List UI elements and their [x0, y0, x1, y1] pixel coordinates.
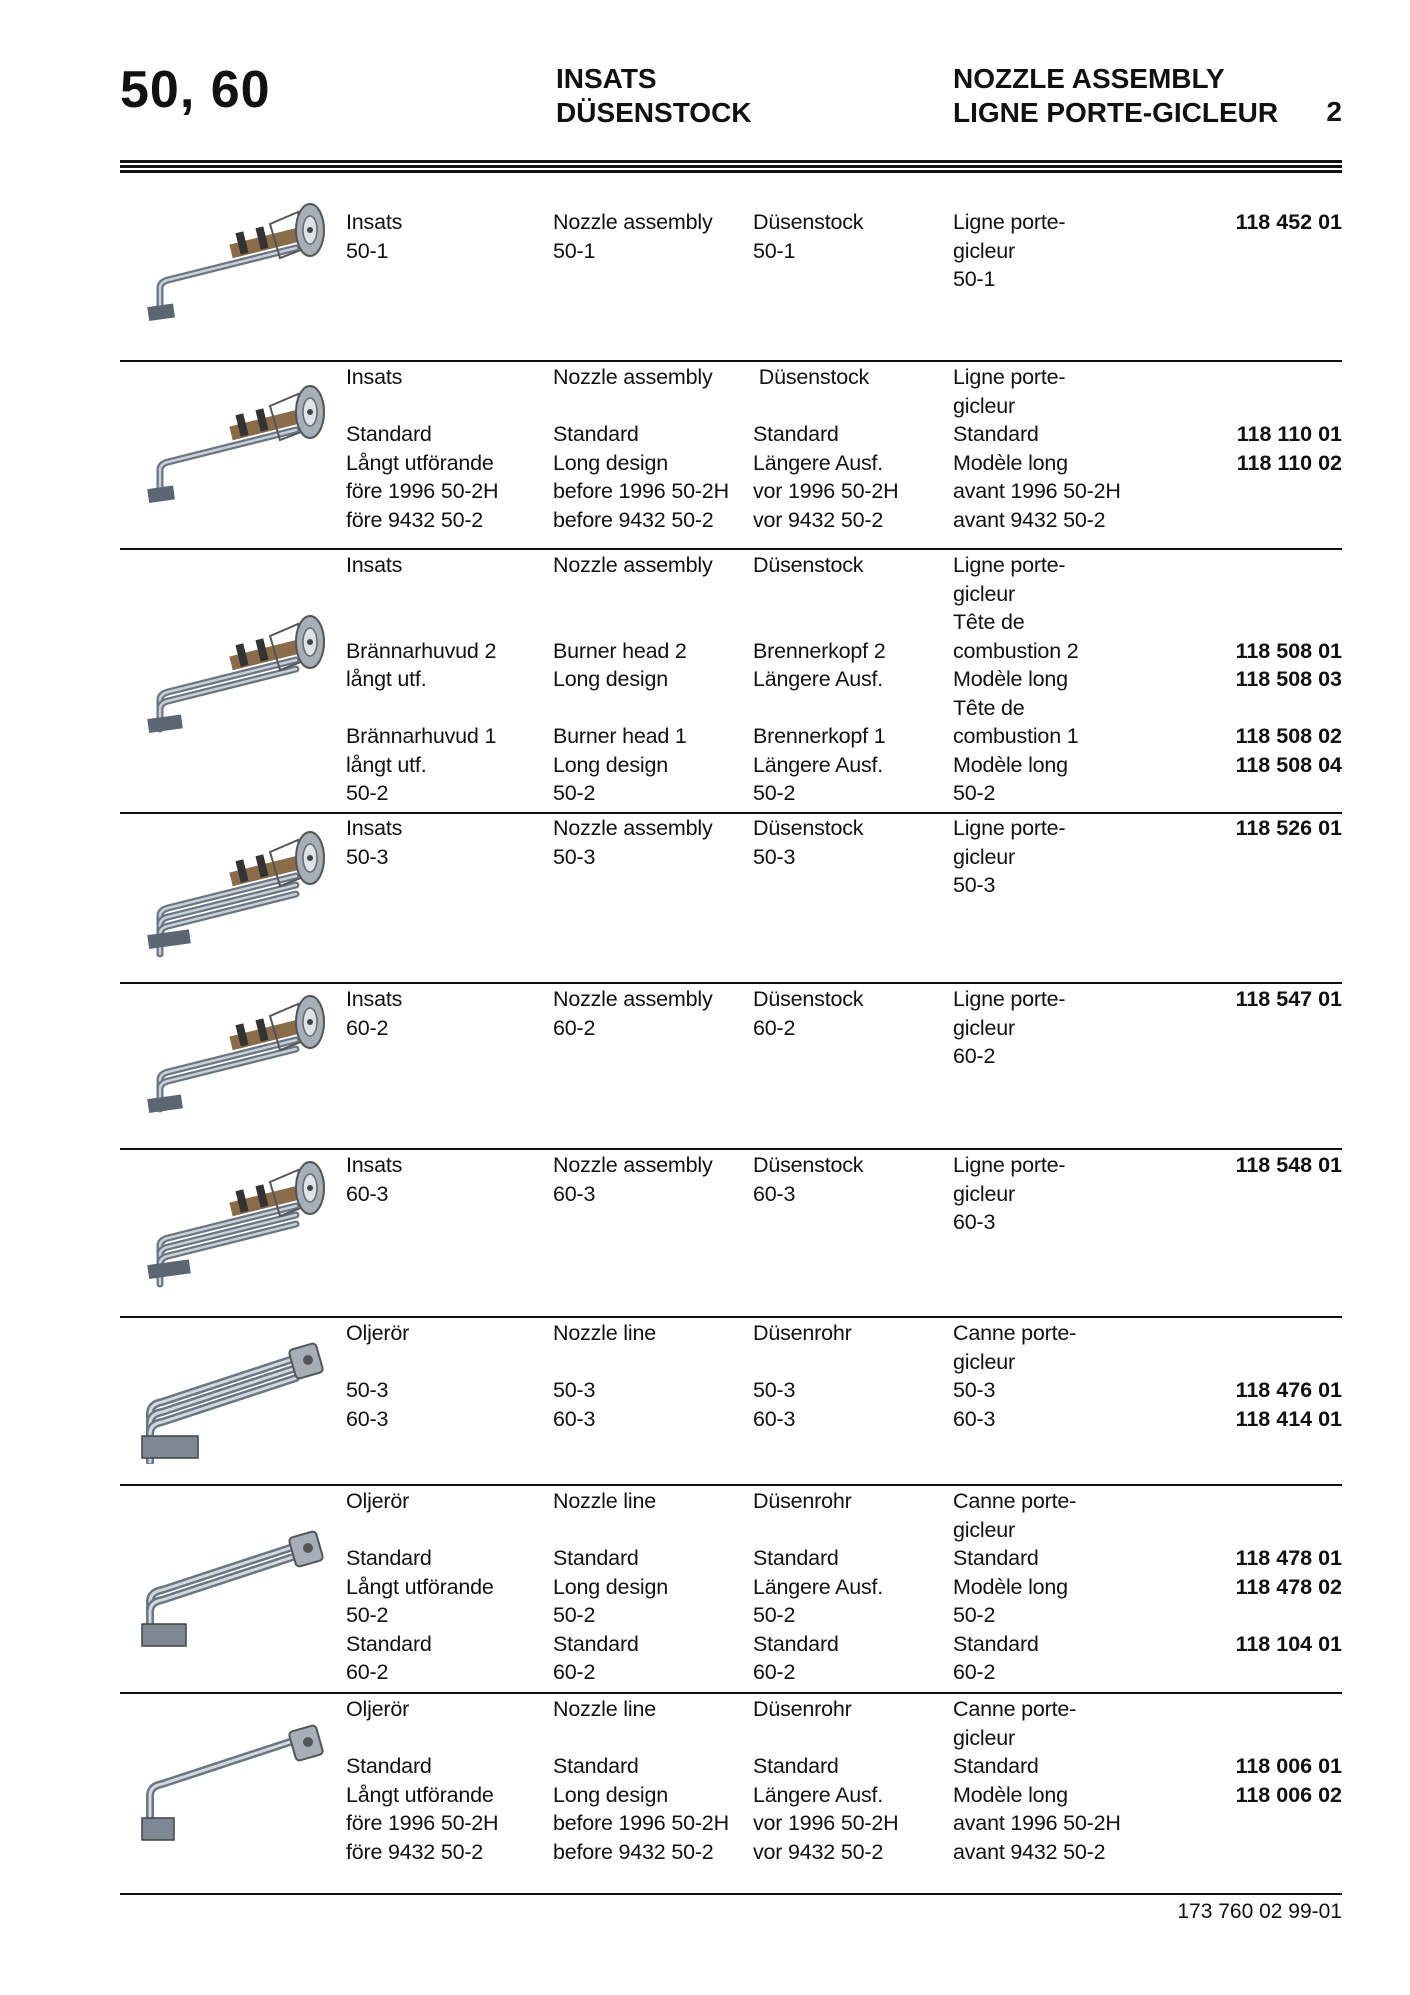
french-text [953, 551, 1078, 808]
text-line: 50-2 [553, 1603, 596, 1627]
text-line: Modèle long [953, 1574, 1068, 1599]
text-line [753, 392, 898, 421]
text-line [346, 694, 496, 723]
row-separator [120, 360, 1342, 362]
text-line: 60-3 [953, 1210, 996, 1234]
text-line: vor 9432 50-2 [753, 507, 884, 532]
text-line: Canne porte- [953, 1489, 1077, 1513]
german-text [753, 363, 898, 534]
english-text [553, 1151, 713, 1208]
text-line: Modèle long [953, 752, 1068, 777]
text-line: gicleur [953, 393, 1015, 418]
text-line: 60-2 [953, 1660, 996, 1684]
text-line: Burner head 2 [553, 638, 687, 663]
text-line: 60-3 [753, 1181, 796, 1206]
part-number [1236, 1724, 1342, 1753]
text-line: 60-3 [753, 1406, 796, 1431]
english-text [553, 985, 713, 1042]
text-line [346, 1516, 494, 1545]
part-number-column [1237, 363, 1342, 477]
part-number: 118 104 01 [1235, 1631, 1342, 1656]
part-number-column [1236, 985, 1342, 1014]
text-line [346, 608, 496, 637]
text-line: Längere Ausf. [753, 667, 884, 691]
text-line: Brännarhuvud 2 [346, 638, 497, 663]
row-separator [120, 1316, 1342, 1318]
text-line: Långt utförande [346, 450, 494, 475]
french-text [953, 1487, 1076, 1687]
text-line: 50-3 [346, 1378, 389, 1402]
text-line: Oljerör [346, 1697, 410, 1721]
english-text [553, 1319, 656, 1433]
text-line: Standard [346, 1546, 432, 1570]
text-line: 60-2 [346, 1660, 389, 1684]
text-line: 60-2 [346, 1015, 389, 1040]
text-line: Standard [346, 1631, 432, 1656]
german-text [753, 1487, 883, 1687]
text-line: gicleur [953, 1517, 1015, 1542]
text-line: 50-3 [953, 1378, 996, 1402]
text-line: 60-3 [346, 1406, 389, 1431]
text-line [346, 392, 498, 421]
text-line [753, 694, 885, 723]
text-line: 60-2 [753, 1660, 796, 1684]
text-line: before 1996 50-2H [553, 479, 729, 503]
german-text [753, 1151, 863, 1208]
nozzle-assembly-image [120, 196, 335, 351]
text-line: 50-2 [953, 1603, 996, 1627]
text-line: före 1996 50-2H [346, 479, 499, 503]
text-line [553, 1516, 668, 1545]
text-line [553, 694, 713, 723]
text-line: 50-1 [346, 238, 389, 263]
nozzle-line-image [120, 1324, 335, 1469]
text-line [753, 580, 885, 609]
text-line: Längere Ausf. [753, 1574, 884, 1599]
part-number [1236, 580, 1342, 609]
text-line: gicleur [953, 581, 1015, 606]
text-line: Canne porte- [953, 1321, 1077, 1345]
text-line: Oljerör [346, 1489, 410, 1513]
text-line [346, 1724, 498, 1753]
text-line: 60-2 [953, 1044, 996, 1068]
text-line: 50-2 [346, 1603, 389, 1627]
text-line [553, 1348, 656, 1377]
part-number: 118 508 04 [1235, 752, 1342, 777]
text-line: 60-3 [553, 1181, 596, 1206]
part-number [1237, 392, 1342, 421]
part-number-column [1236, 208, 1342, 237]
text-line: avant 1996 50-2H [953, 479, 1121, 503]
text-line: Insats [346, 553, 403, 577]
swedish-text [346, 208, 402, 265]
french-text [953, 208, 1065, 294]
text-line: gicleur [953, 1015, 1015, 1040]
text-line [753, 608, 885, 637]
text-line: combustion 1 [953, 724, 1079, 748]
text-line: 50-3 [953, 873, 996, 897]
text-line: 60-3 [953, 1406, 996, 1431]
text-line: Standard [753, 422, 839, 446]
part-number-column [1236, 1319, 1342, 1433]
text-line: Düsenstock [753, 553, 864, 577]
french-text [953, 1151, 1065, 1237]
text-line [553, 580, 713, 609]
document-number: 173 760 02 99-01 [1177, 1900, 1342, 1923]
text-line: Oljerör [346, 1321, 410, 1345]
text-line: Long design [553, 752, 668, 777]
text-line: Standard [953, 1754, 1039, 1778]
text-line: Long design [553, 1782, 668, 1807]
text-line: 50-2 [553, 781, 596, 805]
text-line: 60-2 [553, 1015, 596, 1040]
title-english: NOZZLE ASSEMBLY [953, 63, 1225, 94]
text-line: Brännarhuvud 1 [346, 724, 497, 748]
text-line: Standard [953, 422, 1039, 446]
french-text [953, 363, 1121, 534]
part-number: 118 110 02 [1236, 450, 1342, 475]
text-line: Insats [346, 1153, 403, 1177]
part-number: 118 478 01 [1235, 1546, 1342, 1570]
english-text [553, 363, 729, 534]
swedish-text [346, 363, 498, 534]
swedish-text [346, 1487, 494, 1687]
text-line: Nozzle line [553, 1321, 656, 1345]
english-text [553, 1487, 668, 1687]
part-number: 118 508 03 [1235, 667, 1342, 691]
text-line: Standard [753, 1546, 839, 1570]
part-number [1236, 608, 1342, 637]
nozzle-assembly-image [120, 378, 335, 533]
text-line: Insats [346, 210, 403, 234]
part-number: 118 478 02 [1235, 1574, 1342, 1599]
part-number [1236, 1695, 1342, 1724]
text-line [753, 1724, 898, 1753]
text-line: vor 1996 50-2H [753, 1811, 899, 1835]
part-number: 118 526 01 [1235, 816, 1342, 840]
text-line: Standard [753, 1754, 839, 1778]
text-line: vor 9432 50-2 [753, 1839, 884, 1864]
text-line: före 1996 50-2H [346, 1811, 499, 1835]
part-number [1236, 551, 1342, 580]
text-line: Modèle long [953, 667, 1068, 691]
text-line: Ligne porte- [953, 987, 1066, 1011]
text-line: 60-3 [553, 1406, 596, 1431]
text-line: Längere Ausf. [753, 450, 884, 475]
text-line: Canne porte- [953, 1697, 1077, 1721]
french-text [953, 985, 1065, 1071]
english-text [553, 814, 713, 871]
part-number [1237, 363, 1342, 392]
text-line: Brennerkopf 1 [753, 724, 886, 748]
text-line: Tête de [953, 610, 1025, 634]
text-line: Längere Ausf. [753, 1782, 884, 1807]
swedish-text [346, 1151, 402, 1208]
text-line: Ligne porte- [953, 1153, 1066, 1177]
part-number [1236, 1516, 1342, 1545]
text-line: before 9432 50-2 [553, 507, 714, 532]
title-french: LIGNE PORTE-GICLEUR [953, 97, 1279, 128]
text-line: 50-2 [753, 1603, 796, 1627]
german-text [753, 208, 863, 265]
text-line: 60-3 [346, 1181, 389, 1206]
text-line [553, 1724, 729, 1753]
part-number: 118 476 01 [1235, 1378, 1342, 1402]
text-line: Tête de [953, 695, 1025, 720]
text-line: Düsenstock [753, 816, 864, 840]
text-line: före 9432 50-2 [346, 507, 484, 532]
text-line: långt utf. [346, 667, 427, 691]
header-rule [120, 160, 1342, 174]
swedish-text [346, 1695, 498, 1866]
text-line [346, 1348, 409, 1377]
text-line: 50-3 [753, 1378, 796, 1402]
german-text [753, 1695, 898, 1866]
text-line: Nozzle assembly [553, 816, 713, 840]
text-line: Insats [346, 816, 403, 840]
text-line: Långt utförande [346, 1574, 494, 1599]
text-line: 50-2 [953, 781, 996, 805]
text-line: Insats [346, 365, 403, 389]
text-line [753, 1348, 852, 1377]
text-line: avant 1996 50-2H [953, 1811, 1121, 1835]
nozzle-assembly-image [120, 1154, 335, 1309]
text-line: Düsenstock [753, 1153, 864, 1177]
text-line: Nozzle assembly [553, 210, 713, 234]
part-number [1236, 1487, 1342, 1516]
row-separator [120, 1484, 1342, 1486]
text-line: 60-2 [753, 1015, 796, 1040]
text-line: 50-3 [553, 1378, 596, 1402]
text-line: 50-3 [753, 844, 796, 869]
text-line: Düsenstock [753, 210, 864, 234]
text-line: Långt utförande [346, 1782, 494, 1807]
page-number: 2 [1326, 96, 1342, 127]
text-line: Ligne porte- [953, 553, 1066, 577]
part-number: 118 547 01 [1235, 987, 1342, 1011]
part-number [1236, 1601, 1342, 1630]
title-german: DÜSENSTOCK [556, 97, 752, 128]
swedish-text [346, 1319, 409, 1433]
text-line: Düsenstock [753, 365, 870, 389]
part-number: 118 508 01 [1235, 638, 1342, 663]
french-text [953, 1695, 1121, 1866]
part-number: 118 452 01 [1235, 210, 1342, 234]
french-text [953, 1319, 1076, 1433]
text-line: avant 9432 50-2 [953, 507, 1106, 532]
french-text [953, 814, 1065, 900]
german-text [753, 985, 863, 1042]
text-line: Standard [753, 1631, 839, 1656]
text-line: 50-1 [753, 238, 796, 263]
text-line: Nozzle assembly [553, 987, 713, 1011]
text-line: Standard [553, 422, 639, 446]
part-number: 118 006 02 [1235, 1782, 1342, 1807]
part-number [1236, 1319, 1342, 1348]
part-number-column [1236, 1695, 1342, 1809]
text-line: gicleur [953, 1725, 1015, 1750]
text-line: Nozzle line [553, 1697, 656, 1721]
text-line: Long design [553, 1574, 668, 1599]
english-text [553, 208, 713, 265]
swedish-text [346, 551, 496, 808]
text-line: Düsenstock [753, 987, 864, 1011]
text-line: 50-2 [753, 781, 796, 805]
english-text [553, 551, 713, 808]
part-number: 118 110 01 [1236, 422, 1342, 446]
text-line: Standard [346, 1754, 432, 1778]
bottom-rule [120, 1893, 1342, 1895]
part-number-column [1236, 1151, 1342, 1180]
text-line: Standard [953, 1546, 1039, 1570]
text-line: Nozzle assembly [553, 1153, 713, 1177]
nozzle-assembly-image [120, 988, 335, 1143]
part-number-column [1236, 814, 1342, 843]
text-line: Ligne porte- [953, 816, 1066, 840]
text-line: 50-3 [553, 844, 596, 869]
text-line: Brennerkopf 2 [753, 638, 886, 663]
part-number [1236, 1348, 1342, 1377]
model-number: 50, 60 [120, 61, 271, 119]
part-number-column [1236, 551, 1342, 779]
text-line: combustion 2 [953, 638, 1079, 663]
nozzle-assembly-image [120, 824, 335, 979]
text-line: Ligne porte- [953, 210, 1066, 234]
nozzle-line-image [120, 1512, 335, 1657]
row-separator [120, 812, 1342, 814]
text-line: långt utf. [346, 752, 427, 777]
text-line: Standard [346, 422, 432, 446]
text-line: gicleur [953, 238, 1015, 263]
text-line: Nozzle line [553, 1489, 656, 1513]
text-line [553, 608, 713, 637]
text-line: före 9432 50-2 [346, 1839, 484, 1864]
text-line: Nozzle assembly [553, 365, 713, 389]
text-line: before 1996 50-2H [553, 1811, 729, 1835]
part-number: 118 508 02 [1235, 724, 1342, 748]
part-number: 118 006 01 [1235, 1754, 1342, 1778]
text-line: Modèle long [953, 450, 1068, 475]
english-text [553, 1695, 729, 1866]
part-number: 118 414 01 [1235, 1406, 1342, 1431]
text-line: before 9432 50-2 [553, 1839, 714, 1864]
text-line: Längere Ausf. [753, 752, 884, 777]
text-line: Burner head 1 [553, 724, 687, 748]
part-number: 118 548 01 [1235, 1153, 1342, 1177]
text-line: 60-2 [553, 1660, 596, 1684]
text-line: gicleur [953, 844, 1015, 869]
text-line: Long design [553, 450, 668, 475]
text-line: Modèle long [953, 1782, 1068, 1807]
row-separator [120, 982, 1342, 984]
german-text [753, 551, 885, 808]
text-line: gicleur [953, 1349, 1015, 1374]
swedish-text [346, 814, 402, 871]
row-separator [120, 548, 1342, 550]
part-number [1236, 694, 1342, 723]
row-separator [120, 1148, 1342, 1150]
text-line [753, 1516, 883, 1545]
german-text [753, 814, 863, 871]
text-line: Insats [346, 987, 403, 1011]
title-swedish: INSATS [556, 63, 657, 94]
text-line: 50-2 [346, 781, 389, 805]
text-line: Standard [553, 1546, 639, 1570]
row-separator [120, 1692, 1342, 1694]
text-line: avant 9432 50-2 [953, 1839, 1106, 1864]
text-line: Nozzle assembly [553, 553, 713, 577]
german-text [753, 1319, 852, 1433]
text-line: 50-1 [553, 238, 596, 263]
text-line: 50-3 [346, 844, 389, 869]
text-line: Standard [553, 1631, 639, 1656]
text-line [553, 392, 729, 421]
text-line: Ligne porte- [953, 365, 1066, 389]
text-line: gicleur [953, 1181, 1015, 1206]
text-line: Düsenrohr [753, 1697, 852, 1721]
nozzle-assembly-image [120, 608, 335, 763]
text-line: Standard [953, 1631, 1039, 1656]
text-line: Long design [553, 667, 668, 691]
text-line: Standard [553, 1754, 639, 1778]
part-number-column [1236, 1487, 1342, 1658]
text-line: Düsenrohr [753, 1321, 852, 1345]
text-line: 50-1 [953, 267, 996, 291]
nozzle-line-image [120, 1706, 335, 1851]
text-line: Düsenrohr [753, 1489, 852, 1513]
text-line: vor 1996 50-2H [753, 479, 899, 503]
text-line [346, 580, 496, 609]
swedish-text [346, 985, 402, 1042]
